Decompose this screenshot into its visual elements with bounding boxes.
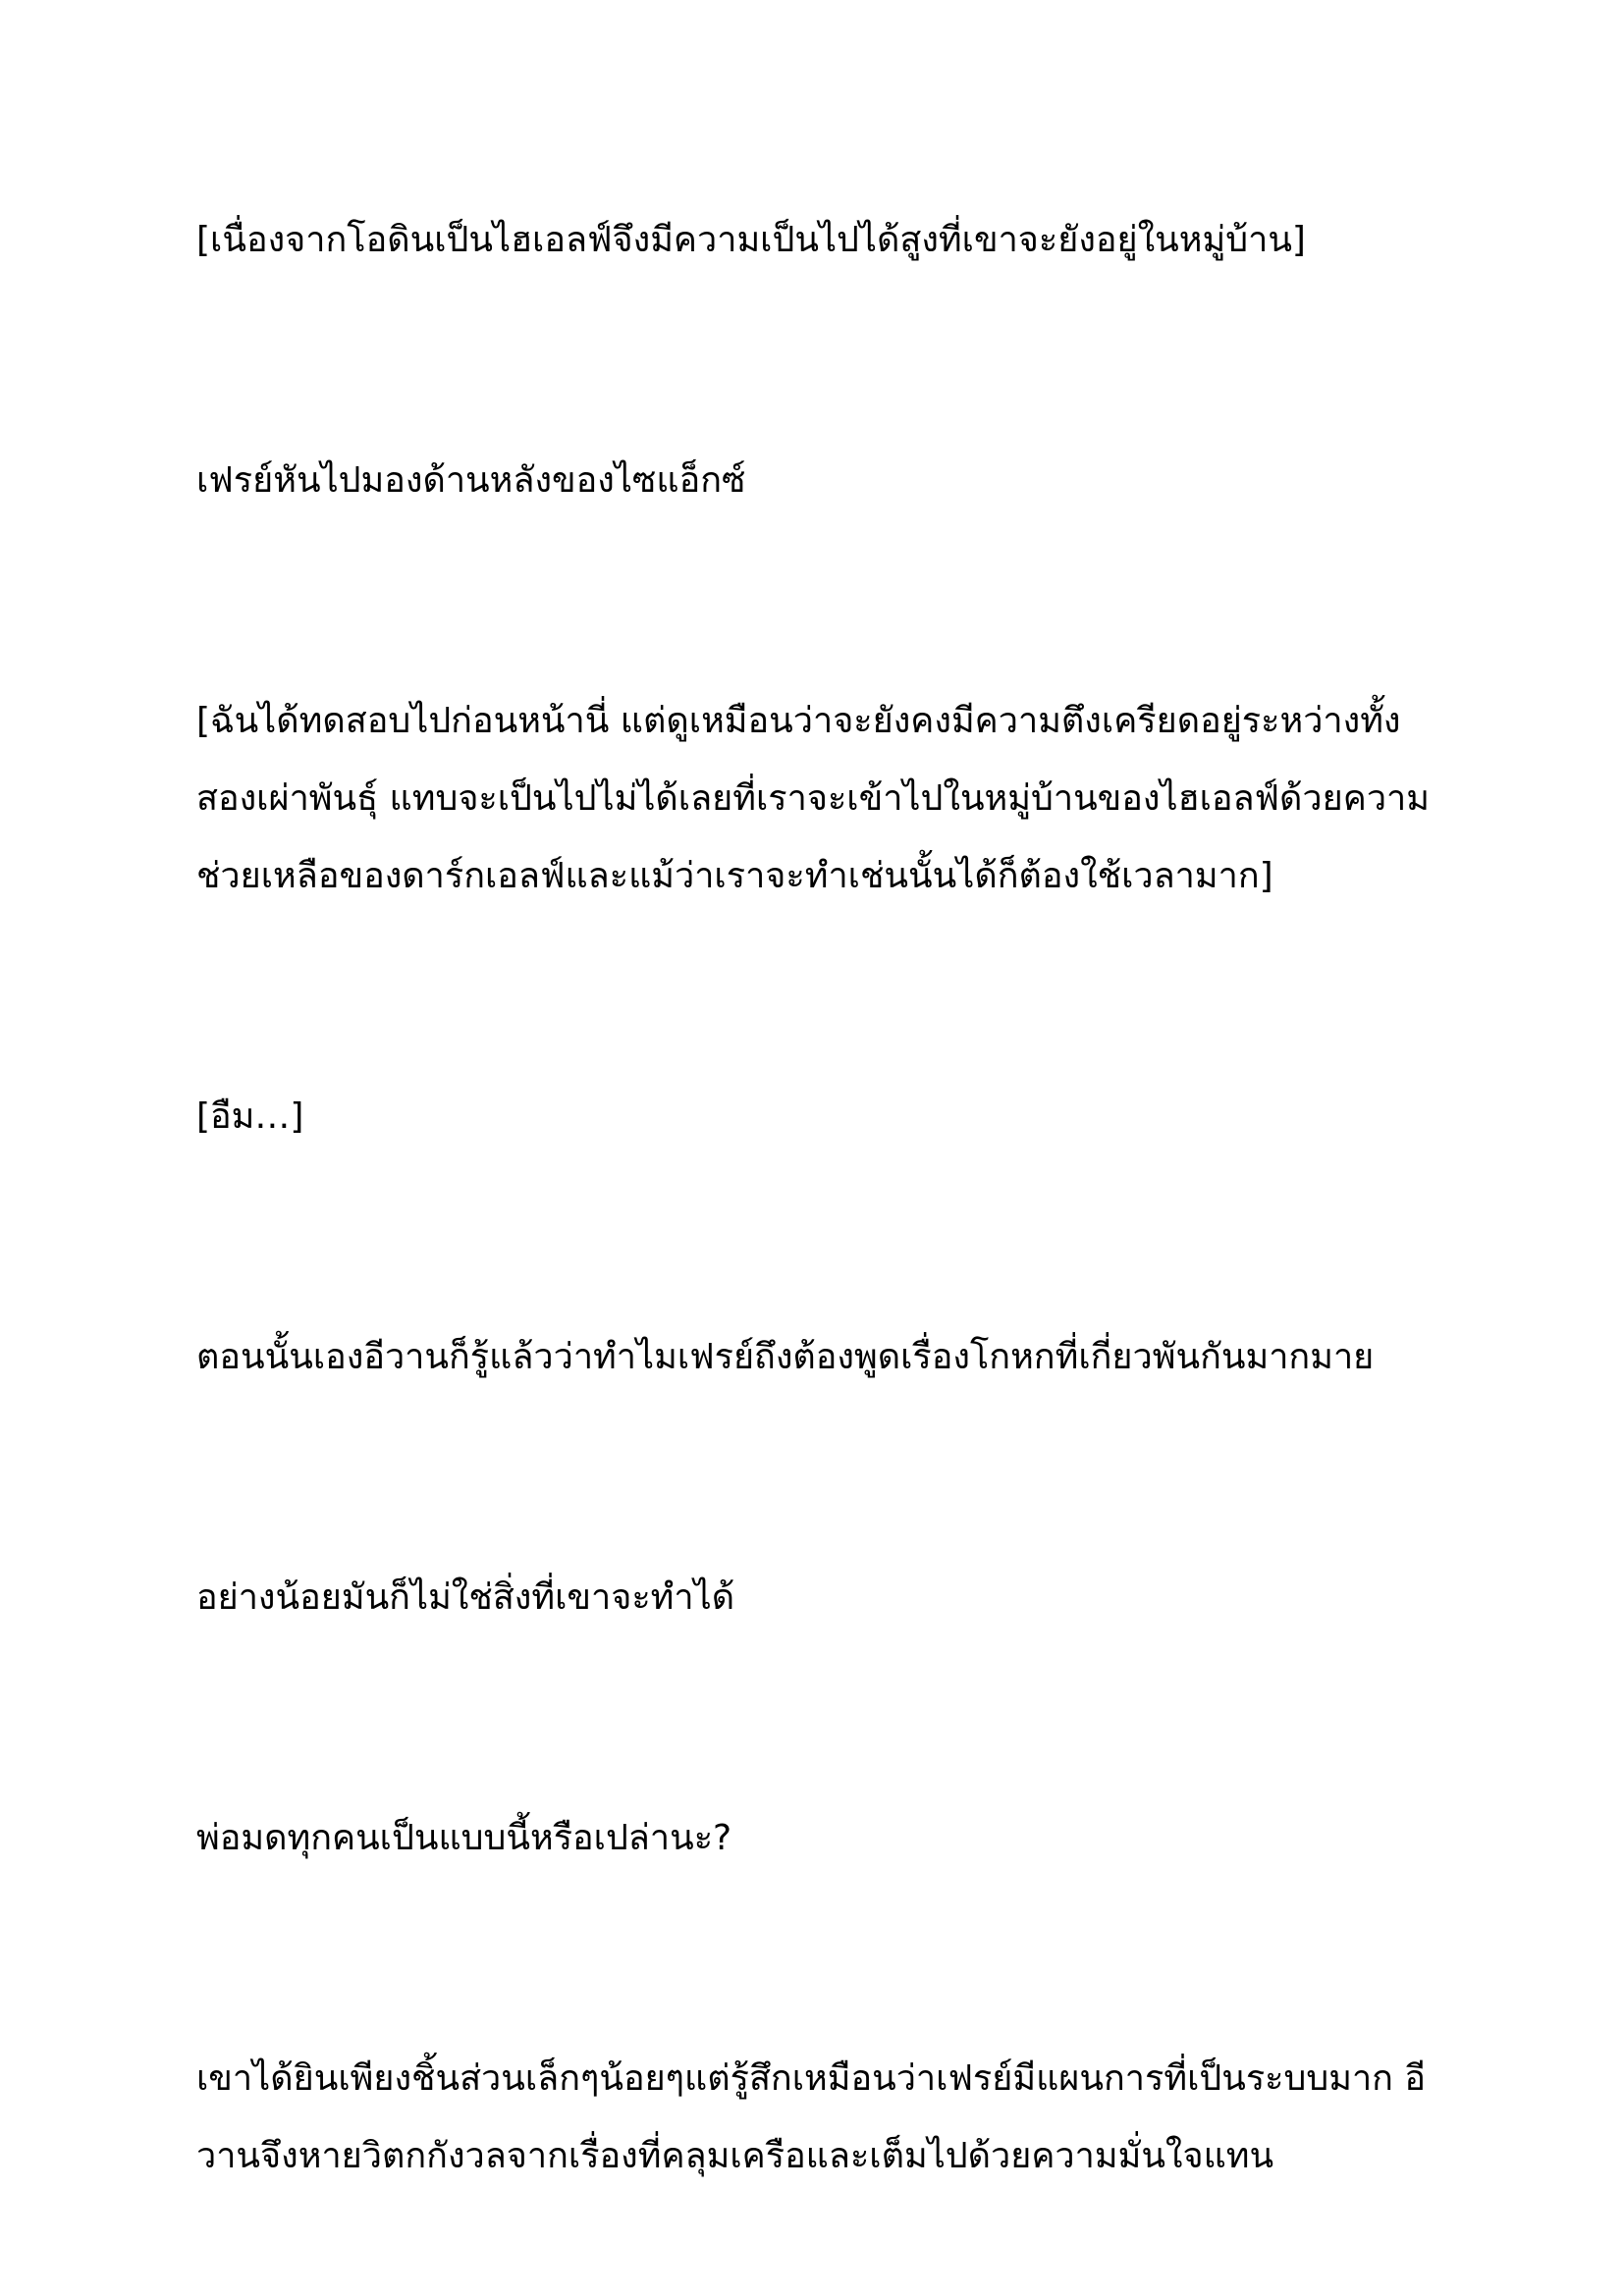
- paragraph-8: เขาได้ยินเพียงชิ้นส่วนเล็กๆน้อยๆแต่รู้สึกเหมือนว่าเฟรย์มีแผนการที่เป็นระบบมาก อีวานจึงหายวิตกกังวลจากเรื่องที่คลุมเครือและเต็มไปด้วยความมั่นใจแทน: [196, 2058, 1427, 2176]
- paragraph-5: ตอนนั้นเองอีวานก็รู้แล้วว่าทำไมเฟรย์ถึงต้องพูดเรื่องโกหกที่เกี่ยวพันกันมากมาย: [196, 1337, 1375, 1377]
- paragraph-4: [อืม…]: [196, 1096, 304, 1137]
- paragraph-3: [ฉันได้ทดสอบไปก่อนหน้านี่ แต่ดูเหมือนว่าจะยังคงมีความตึงเครียดอยู่ระหว่างทั้งสองเผ่าพันธุ์ แทบจะเป็นไปไม่ได้เลยที่เราจะเข้าไปในหมู่บ้านของไฮเอลฟ์ด้วยความช่วยเหลือของดาร์กเอลฟ์และแม้ว่าเราจะทำเช่นนั้นได้ก็ต้องใช้เวลามาก]: [196, 701, 1430, 896]
- paragraph-7: พ่อมดทุกคนเป็นแบบนี้หรือเปล่านะ?: [196, 1818, 732, 1858]
- paragraph-6: อย่างน้อยมันก็ไม่ใช่สิ่งที่เขาจะทำได้: [196, 1577, 735, 1618]
- paragraph-1: [เนื่องจากโอดินเป็นไฮเอลฟ์จึงมีความเป็นไปได้สูงที่เขาจะยังอยู่ในหมู่บ้าน]: [196, 220, 1306, 260]
- paragraph-2: เฟรย์หันไปมองด้านหลังของไซแอ็กซ์: [196, 460, 746, 501]
- document-body: [196, 201, 1434, 2195]
